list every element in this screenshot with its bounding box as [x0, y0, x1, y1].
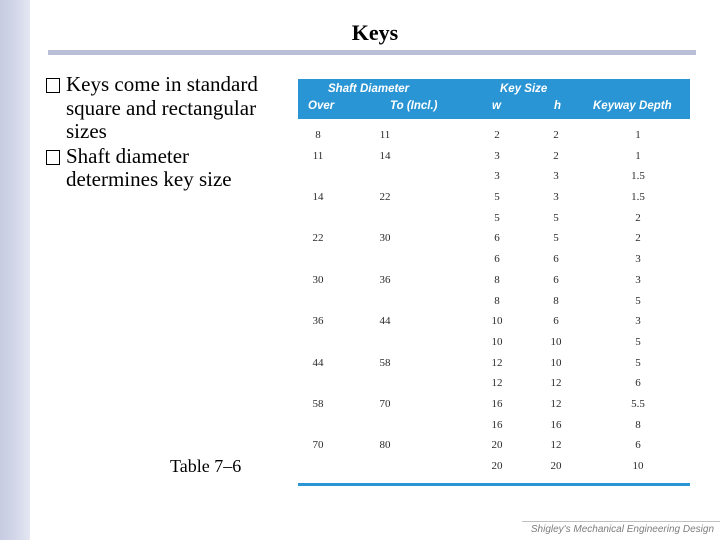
- cell-over: 14: [312, 191, 324, 204]
- table-body: [298, 129, 690, 481]
- bullet-text: Keys come in standard square and rectangular sizes: [66, 72, 258, 143]
- cell-w: 12: [491, 356, 503, 369]
- cell-w: 8: [494, 273, 500, 286]
- cell-h: 5: [553, 211, 559, 224]
- cell-depth: 5: [635, 356, 641, 369]
- slide-side-bar: [0, 0, 30, 540]
- cell-over: 30: [312, 273, 324, 286]
- cell-w: 5: [494, 211, 500, 224]
- cell-depth: 1: [635, 149, 641, 162]
- title-divider: [48, 50, 696, 55]
- table-row: [298, 150, 690, 171]
- cell-to: 80: [379, 439, 391, 452]
- cell-w: 20: [491, 460, 503, 472]
- column-header-to: To (Incl.): [390, 100, 438, 112]
- column-header-over: Over: [308, 100, 335, 112]
- table-row: [298, 419, 690, 440]
- footer-credit: Shigley's Mechanical Engineering Design: [530, 524, 714, 535]
- cell-over: 70: [312, 439, 324, 452]
- table-header: [298, 79, 690, 119]
- bullet-item: [44, 145, 274, 192]
- cell-to: 36: [379, 273, 391, 286]
- cell-w: 8: [494, 294, 500, 307]
- table-row: [298, 336, 690, 357]
- cell-h: 12: [550, 377, 562, 390]
- cell-h: 10: [550, 356, 562, 369]
- cell-over: 11: [312, 149, 324, 162]
- table-row: [298, 439, 690, 460]
- table-row: [298, 232, 690, 253]
- cell-w: 2: [494, 129, 500, 141]
- cell-h: 3: [553, 191, 559, 204]
- table-row: [298, 357, 690, 378]
- cell-w: 10: [491, 315, 503, 328]
- cell-h: 6: [553, 273, 559, 286]
- table-row: [298, 129, 690, 150]
- cell-h: 12: [550, 397, 562, 410]
- table-row: [298, 191, 690, 212]
- table-row: [298, 170, 690, 191]
- cell-w: 3: [494, 149, 500, 162]
- cell-depth: 2: [635, 232, 641, 245]
- cell-h: 20: [550, 460, 562, 472]
- table-caption: Table 7–6: [170, 456, 242, 476]
- cell-h: 10: [550, 335, 562, 348]
- cell-over: 58: [312, 397, 324, 410]
- cell-depth: 10: [632, 460, 644, 472]
- cell-w: 12: [491, 377, 503, 390]
- checkbox-bullet-icon: [46, 78, 60, 93]
- checkbox-bullet-icon: [46, 150, 60, 165]
- table-row: [298, 295, 690, 316]
- group-header-shaft-diameter: Shaft Diameter: [328, 83, 410, 95]
- cell-h: 2: [553, 149, 559, 162]
- column-header-w: w: [492, 100, 501, 112]
- cell-to: 58: [379, 356, 391, 369]
- cell-over: 36: [312, 315, 324, 328]
- cell-depth: 1.5: [631, 191, 645, 204]
- cell-h: 8: [553, 294, 559, 307]
- table-bottom-rule: [298, 483, 690, 486]
- bullet-list: [44, 73, 274, 193]
- cell-depth: 2: [635, 211, 641, 224]
- cell-w: 10: [491, 335, 503, 348]
- table-row: [298, 460, 690, 481]
- group-header-key-size: Key Size: [500, 83, 548, 95]
- table-row: [298, 315, 690, 336]
- bullet-item: [44, 73, 274, 144]
- column-header-h: h: [554, 100, 562, 112]
- cell-depth: 5: [635, 294, 641, 307]
- cell-h: 12: [550, 439, 562, 452]
- column-header-keyway-depth: Keyway Depth: [593, 100, 672, 112]
- cell-h: 3: [553, 170, 559, 183]
- cell-h: 6: [553, 253, 559, 266]
- cell-to: 14: [379, 149, 391, 162]
- cell-depth: 1: [635, 129, 641, 141]
- cell-w: 5: [494, 191, 500, 204]
- table-row: [298, 212, 690, 233]
- cell-depth: 5.5: [631, 397, 645, 410]
- cell-depth: 6: [635, 439, 641, 452]
- cell-h: 5: [553, 232, 559, 245]
- cell-depth: 6: [635, 377, 641, 390]
- table-row: [298, 253, 690, 274]
- cell-w: 16: [491, 418, 503, 431]
- cell-over: 8: [315, 129, 321, 141]
- cell-depth: 8: [635, 418, 641, 431]
- cell-depth: 3: [635, 253, 641, 266]
- cell-depth: 1.5: [631, 170, 645, 183]
- bullet-text: Shaft diameter determines key size: [66, 143, 232, 191]
- footer-divider: [522, 521, 720, 522]
- cell-w: 3: [494, 170, 500, 183]
- table-row: [298, 398, 690, 419]
- cell-to: 30: [379, 232, 391, 245]
- cell-over: 22: [312, 232, 324, 245]
- cell-w: 6: [494, 253, 500, 266]
- cell-w: 6: [494, 232, 500, 245]
- cell-w: 16: [491, 397, 503, 410]
- slide-title: Keys: [351, 20, 399, 45]
- cell-over: 44: [312, 356, 324, 369]
- cell-h: 2: [553, 129, 559, 141]
- cell-depth: 5: [635, 335, 641, 348]
- cell-to: 44: [379, 315, 391, 328]
- cell-h: 16: [550, 418, 562, 431]
- cell-depth: 3: [635, 273, 641, 286]
- key-size-table: [298, 79, 690, 489]
- cell-h: 6: [553, 315, 559, 328]
- table-row: [298, 377, 690, 398]
- cell-to: 70: [379, 397, 391, 410]
- cell-to: 22: [379, 191, 391, 204]
- cell-w: 20: [491, 439, 503, 452]
- cell-depth: 3: [635, 315, 641, 328]
- cell-to: 11: [379, 129, 391, 141]
- table-row: [298, 274, 690, 295]
